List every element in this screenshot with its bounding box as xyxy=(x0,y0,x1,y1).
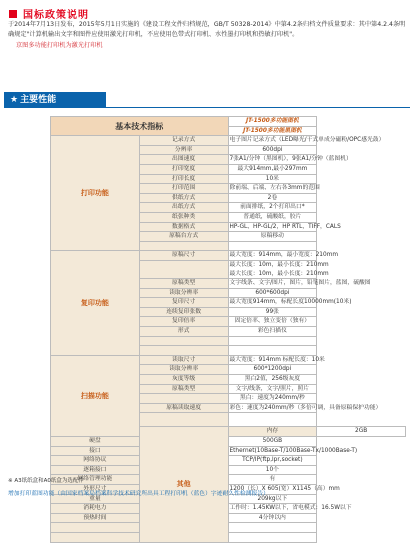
spec-table xyxy=(50,116,406,543)
spec-value: 彩色扫描仪 xyxy=(228,327,317,337)
spec-value: 2GB xyxy=(317,427,406,437)
spec-label: 出图速度 xyxy=(139,155,228,165)
policy-section-title: 国标政策说明 xyxy=(23,10,89,21)
spec-label: 复印倍率 xyxy=(139,317,228,327)
spec-label xyxy=(51,532,140,542)
spec-label xyxy=(139,336,228,346)
spec-value: 500GB xyxy=(228,437,317,447)
spec-label: 重量 xyxy=(51,494,140,504)
spec-label xyxy=(139,346,228,356)
spec-value-line: 最大长度：10m，最小长度：210mm xyxy=(229,261,329,268)
spec-label: 消耗电力 xyxy=(51,504,140,514)
group-scan: 扫描功能 xyxy=(51,355,140,436)
spec-label: 网络协议 xyxy=(51,456,140,466)
spec-value: 黑白：速度为240mm/秒 xyxy=(228,394,317,404)
spec-label: 内存 xyxy=(228,427,317,437)
spec-value: 10个 xyxy=(228,465,317,475)
policy-section-header xyxy=(9,6,89,21)
spec-label: 打印宽度 xyxy=(139,164,228,174)
spec-label: 逐箱接口 xyxy=(51,465,140,475)
group-copy: 复印功能 xyxy=(51,251,140,356)
spec-label: 原稿类型 xyxy=(139,384,228,394)
spec-label xyxy=(139,260,228,278)
banner-divider xyxy=(100,107,410,108)
spec-value: 原稿移动 xyxy=(228,232,317,242)
spec-label: 出纸方式 xyxy=(139,203,228,213)
spec-value: 有 xyxy=(228,475,317,485)
spec-value: 彩色：速度为240mm/秒（多倍可调，具备原稿保护功能） xyxy=(228,403,317,413)
spec-value xyxy=(228,413,317,427)
spec-label: 打印长度 xyxy=(139,174,228,184)
spec-value: 99张 xyxy=(228,307,317,317)
policy-text xyxy=(8,20,406,51)
model-name-2: JT-1500多功能黑图机 xyxy=(228,126,317,136)
policy-paragraph: 于2014年7月13日发布，2015年5月1日实施的《建设工程文件归档规范，GB/T 50328-2014》中第4.2条归档文件质量要求：其中第4.2.4条明确规定"计算机输出文字和图件应使用激光打印机，不应使用色带式打印机、水性墨打印机和热敏打印机"。 xyxy=(8,21,406,38)
spec-value: 209kg以下 xyxy=(228,494,317,504)
spec-label: 网络管理功能 xyxy=(51,475,140,485)
spec-value: 工作时：1.45KW以下，省电模式：16.5W以下 xyxy=(228,504,317,514)
spec-label: 连续复印张数 xyxy=(139,307,228,317)
spec-value: 10米 xyxy=(228,174,317,184)
spec-value: 600*1200dpi xyxy=(228,365,317,375)
footer-note: 增加打印蓝图功能（由国家档案局档案科学技术研究所出具工程打印机（蓝色）字迹耐久性检测报告） xyxy=(8,491,269,497)
spec-value: 电子图片记录方式（LED曝光/干式单成分磁粉/OPC感光鼓） xyxy=(228,136,317,146)
red-square-icon xyxy=(9,10,17,18)
spec-label: 数据格式 xyxy=(139,222,228,232)
spec-label: 灰度等级 xyxy=(139,375,228,385)
spec-value xyxy=(228,336,317,346)
spec-label: 读取分辨率 xyxy=(139,288,228,298)
spec-label: 原稿尺寸 xyxy=(139,251,228,261)
spec-value: 600dpi xyxy=(228,145,317,155)
spec-label: 记录方式 xyxy=(139,136,228,146)
spec-value xyxy=(228,523,317,533)
spec-value: 最大宽度：914mm 标配长度：10米 xyxy=(228,355,317,365)
spec-label: 原稿台方式 xyxy=(139,232,228,242)
spec-value: 7张A1/分钟（黑图机），9张A1/分钟（蓝图机） xyxy=(228,155,317,165)
spec-value: Ethernet(10Base-T/100Base-Tx/1000Base-T) xyxy=(228,446,317,456)
spec-value: 2卷 xyxy=(228,193,317,203)
spec-value: 文字/线条，文字/照片，照片 xyxy=(228,384,317,394)
spec-label: 预热时间 xyxy=(51,513,140,523)
spec-value: 除前端、后端、左右各3mm的范围 xyxy=(228,184,317,194)
spec-value: 普通纸，硫酸纸，胶片 xyxy=(228,212,317,222)
spec-value: 黑白2值，256级灰度 xyxy=(228,375,317,385)
spec-value: 最大914mm,最小297mm xyxy=(228,164,317,174)
spec-label: 外形尺寸 xyxy=(51,484,140,494)
star-icon: ★ xyxy=(10,95,19,105)
spec-label: 原稿类型 xyxy=(139,279,228,289)
model-name-1: JT-1500多功能图机 xyxy=(228,117,317,127)
spec-value xyxy=(228,241,317,251)
spec-value: 文字线条、文字/图片，图片，铅笔图片，蓝图，硫酸图 xyxy=(228,279,317,289)
spec-value: 最大宽度：914mm，最小宽度：210mm xyxy=(228,251,317,261)
performance-title: 主要性能 xyxy=(20,95,57,105)
spec-value: HP-GL、HP-GL/2，HP RTL，TIFF，CALS xyxy=(228,222,317,232)
group-other: 其他 xyxy=(139,427,228,542)
spec-value: 4分钟以内 xyxy=(228,513,317,523)
spec-value: 前面排纸，2个打印出口* xyxy=(228,203,317,213)
spec-value: 1200（长）X 605(宽）X1145（高）mm xyxy=(228,484,317,494)
spec-value xyxy=(228,260,329,278)
spec-table-header: 基本技术指标 xyxy=(51,117,229,136)
spec-label: 硬盘 xyxy=(51,437,140,447)
footnote: ※ A3纸纸盒和A0纸盒为选配件 xyxy=(8,478,84,484)
spec-value: 最大宽度914mm，标配长度10000mm(10米) xyxy=(228,298,317,308)
spec-value xyxy=(228,346,317,356)
spec-label: 接口 xyxy=(51,446,140,456)
spec-label: 打印范围 xyxy=(139,184,228,194)
spec-value: 固定倍率、独立变倍（独有） xyxy=(228,317,317,327)
performance-banner xyxy=(4,92,106,108)
spec-label: 纸张种类 xyxy=(139,212,228,222)
spec-value: TCP/IP(ftp,lpr,socket) xyxy=(228,456,317,466)
spec-value-line: 最大长度：10m，最小长度：210mm xyxy=(229,270,329,277)
spec-label: 读取尺寸 xyxy=(139,355,228,365)
spec-label xyxy=(139,241,228,251)
spec-label xyxy=(139,394,228,404)
spec-value xyxy=(228,532,317,542)
spec-label: 读取分辨率 xyxy=(139,365,228,375)
spec-value: 600*600dpi xyxy=(228,288,317,298)
spec-label: 原稿读取速度 xyxy=(139,403,228,413)
spec-label xyxy=(51,523,140,533)
spec-label: 供纸方式 xyxy=(139,193,228,203)
group-print: 打印功能 xyxy=(51,136,140,251)
spec-label: 复印尺寸 xyxy=(139,298,228,308)
spec-label xyxy=(139,413,228,427)
spec-label: 形式 xyxy=(139,327,228,337)
spec-label: 分辨率 xyxy=(139,145,228,155)
policy-note: 京图多功能打印机为激光打印机 xyxy=(16,42,103,49)
